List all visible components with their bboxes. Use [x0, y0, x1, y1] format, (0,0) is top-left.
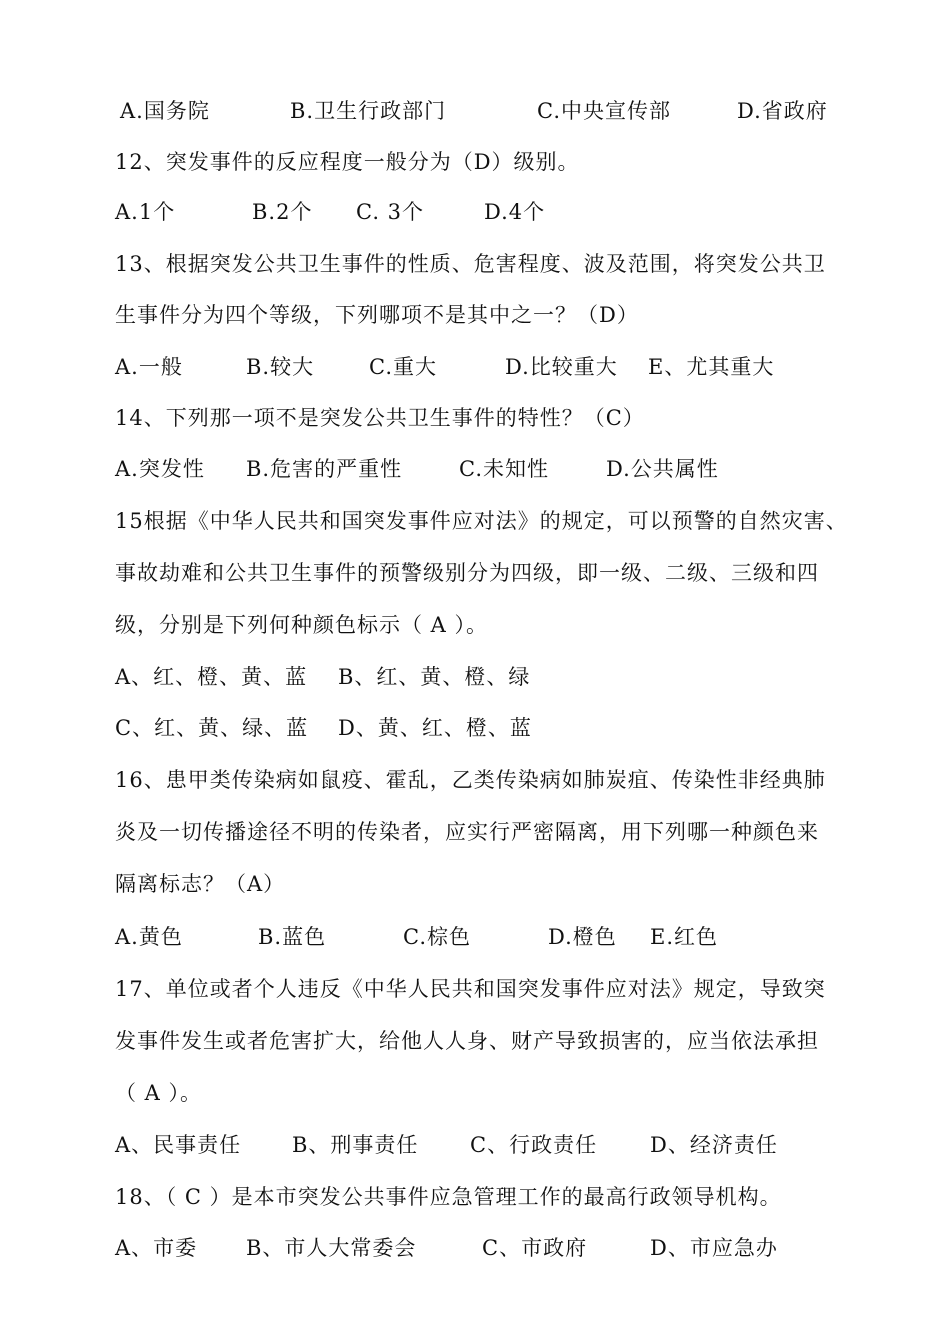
- option-e: E.红色: [650, 925, 719, 949]
- option-b: B.卫生行政部门: [290, 99, 447, 123]
- option-c: C.未知性: [459, 457, 549, 481]
- question-16-line-1: 16、患甲类传染病如鼠疫、霍乱，乙类传染病如肺炭疽、传染性非经典肺: [115, 768, 826, 792]
- option-a: A、红、橙、黄、蓝: [115, 665, 308, 689]
- option-a: A.国务院: [120, 99, 210, 123]
- question-16-line-3: 隔离标志？（A）: [115, 872, 286, 896]
- option-b: B.较大: [246, 355, 315, 379]
- question-16-line-2: 炎及一切传播途径不明的传染者，应实行严密隔离，用下列哪一种颜色来: [115, 820, 819, 844]
- question-17-line-3: （ A ）。: [115, 1081, 203, 1105]
- question-12: 12、突发事件的反应程度一般分为（D）级别。: [115, 150, 580, 174]
- question-15-line-2: 事故劫难和公共卫生事件的预警级别分为四级，即一级、二级、三级和四: [115, 561, 819, 585]
- option-b: B、红、黄、橙、绿: [338, 665, 531, 689]
- option-d: D.比较重大: [505, 355, 618, 379]
- option-c: C、市政府: [482, 1236, 588, 1260]
- option-b: B、市人大常委会: [246, 1236, 417, 1260]
- option-c: C.棕色: [403, 925, 471, 949]
- question-17-line-1: 17、单位或者个人违反《中华人民共和国突发事件应对法》规定，导致突: [115, 977, 826, 1001]
- option-d: D.4个: [484, 200, 546, 224]
- option-c: C、行政责任: [470, 1133, 598, 1157]
- option-c: C.中央宣传部: [537, 99, 671, 123]
- question-15-line-1: 15根据《中华人民共和国突发事件应对法》的规定，可以预警的自然灾害、: [115, 509, 848, 533]
- option-e: E、尤其重大: [648, 355, 775, 379]
- option-d: D、经济责任: [650, 1133, 778, 1157]
- option-d: D.橙色: [548, 925, 617, 949]
- option-b: B.2个: [252, 200, 313, 224]
- question-13-line-1: 13、根据突发公共卫生事件的性质、危害程度、波及范围，将突发公共卫: [115, 252, 826, 276]
- option-c: C. 3个: [356, 200, 425, 224]
- option-a: A、市委: [115, 1236, 198, 1260]
- option-a: A、民事责任: [115, 1133, 242, 1157]
- option-a: A.黄色: [115, 925, 183, 949]
- option-b: B.危害的严重性: [246, 457, 403, 481]
- option-c: C.重大: [369, 355, 437, 379]
- option-b: B、刑事责任: [292, 1133, 419, 1157]
- option-d: D.公共属性: [606, 457, 719, 481]
- question-15-line-3: 级，分别是下列何种颜色标示（ A ）。: [115, 613, 489, 637]
- option-a: A.1个: [115, 200, 176, 224]
- option-d: D、市应急办: [650, 1236, 778, 1260]
- question-13-line-2: 生事件分为四个等级，下列哪项不是其中之一？（D）: [115, 303, 639, 327]
- question-14: 14、下列那一项不是突发公共卫生事件的特性？（C）: [115, 406, 645, 430]
- option-c: C、红、黄、绿、蓝: [115, 716, 309, 740]
- option-d: D、黄、红、橙、蓝: [338, 716, 532, 740]
- option-a: A.一般: [115, 355, 183, 379]
- question-17-line-2: 发事件发生或者危害扩大，给他人人身、财产导致损害的，应当依法承担: [115, 1029, 819, 1053]
- question-18: 18、（ C ）是本市突发公共事件应急管理工作的最高行政领导机构。: [115, 1185, 782, 1209]
- option-a: A.突发性: [115, 457, 205, 481]
- option-d: D.省政府: [737, 99, 828, 123]
- option-b: B.蓝色: [258, 925, 327, 949]
